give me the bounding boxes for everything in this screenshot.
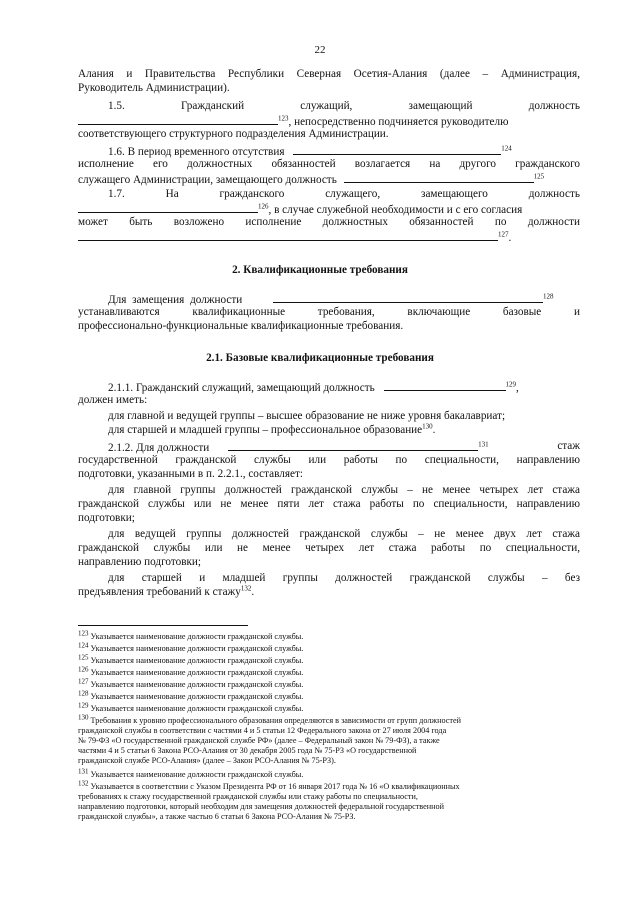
clause-1-7-line: $^{126}$, в случае служебной необходимости и с его согласия (78, 202, 580, 218)
footnote-ref[interactable]: 130 (422, 422, 433, 431)
footnote-ref[interactable]: 129 (505, 380, 517, 389)
paragraph-line: Алания и Правительства Республики Северная Осетия-Алания (далее – Администрация, (78, 68, 580, 80)
footnote-separator (78, 625, 248, 626)
section-2-line: профессионально-функциональные квалификационные требования. (78, 320, 404, 332)
paragraph-line: Руководитель Администрации). (78, 82, 230, 94)
clause-2-1-2-line: предъявления требований к стажу$^{132}$. (78, 584, 255, 598)
footnote-ref[interactable]: 124 (501, 144, 512, 153)
fill-in-blank[interactable] (293, 144, 501, 155)
fill-in-blank[interactable] (78, 202, 258, 213)
clause-1-7-line: 1.7. На гражданского служащего, замещающего должность (108, 188, 580, 200)
clause-2-1-1-line: для главной и ведущей группы – высшее образование не ниже уровня бакалавриат; (108, 410, 506, 422)
clause-2-1-2-line: направлению подготовки; (78, 556, 202, 568)
footnote-ref[interactable]: 127 (498, 230, 509, 239)
fill-in-blank[interactable] (228, 440, 478, 451)
fill-in-blank[interactable] (78, 230, 498, 241)
fill-in-blank[interactable] (344, 172, 534, 183)
clause-2-1-2-line: государственной гражданской службы или работы по специальности, направлению (78, 454, 580, 466)
footnote: $^{129}$ Указывается наименование должности гражданской службы. (78, 701, 304, 713)
clause-1-5-line: $^{123}$, непосредственно подчиняется руководителю (78, 114, 580, 130)
footnote-ref[interactable]: 131 (478, 440, 489, 449)
clause-2-1-1-line: 2.1.1. Гражданский служащий, замещающий должность $^{129}$, (108, 380, 519, 394)
clause-2-1-1-line: для старшей и младшей группы – профессиональное образование$^{130}$. (108, 422, 436, 436)
footnote: $^{124}$ Указывается наименование должности гражданской службы. (78, 641, 304, 653)
clause-2-1-2-line: гражданской службы или не менее четырех лет стажа работы по специальности, (78, 542, 580, 554)
footnote-ref[interactable]: 128 (543, 292, 554, 301)
clause-1-7-line: может быть возложено исполнение должностных обязанностей по должности (78, 216, 580, 228)
clause-2-1-2-line: 2.1.2. Для должности $^{131}$ стаж (108, 440, 580, 454)
footnote: $^{123}$ Указывается наименование должности гражданской службы. (78, 629, 304, 641)
footnote: $^{131}$ Указывается наименование должности гражданской службы. (78, 767, 304, 779)
clause-1-5-line: соответствующего структурного подразделения Администрации. (78, 128, 389, 140)
clause-2-1-2-line: подготовки; (78, 512, 135, 524)
subsection-heading: 2.1. Базовые квалификационные требования (206, 352, 434, 364)
clause-1-7-line: $^{127}$. (78, 230, 580, 246)
clause-1-6-line: служащего Администрации, замещающего должность $^{125}$ (78, 172, 545, 186)
clause-2-1-2-line: для ведущей группы должностей гражданской службы – не менее двух лет стажа (108, 528, 580, 540)
section-2-line: устанавливаются квалификационные требования, включающие базовые и (78, 306, 580, 318)
footnote-ref[interactable]: 125 (533, 172, 545, 181)
footnote-ref[interactable]: 126 (258, 202, 269, 211)
fill-in-blank[interactable] (273, 292, 543, 303)
clause-2-1-2-line: для главной группы должностей гражданской службы – не менее четырех лет стажа (108, 484, 580, 496)
footnote-ref[interactable]: 132 (240, 584, 252, 593)
footnote: $^{130}$ Требования к уровню профессионального образования определяются в зависимости от групп должностей гражданской службы в соответствии с частями 4 и 5 статьи 12 Федерального закона от 27 июля 2004 года № 79-ФЗ «О государственной гражданской службе РФ» (далее – Федеральный закон № 79-ФЗ), а также частями 4 и 5 статьи 6 Закона РСО-Алания от 30 декабря 2005 года № 75-РЗ «О государственной гражданской службе РСО-Алания» (далее – Закон РСО-Алания № 75-РЗ). (78, 713, 461, 765)
footnote: $^{126}$ Указывается наименование должности гражданской службы. (78, 665, 304, 677)
fill-in-blank[interactable] (78, 114, 278, 125)
section-2-line: Для замещения должности $^{128}$ (108, 292, 554, 306)
section-heading: 2. Квалификационные требования (232, 264, 408, 276)
clause-2-1-2-line: подготовки, указанными в п. 2.2.1., составляет: (78, 468, 303, 480)
clause-1-5-line: 1.5. Гражданский служащий, замещающий должность (108, 100, 580, 112)
clause-1-6-line: исполнение его должностных обязанностей возлагается на другого гражданского (78, 158, 580, 170)
clause-2-1-2-line: гражданской службы или не менее пяти лет стажа работы по специальности, направлению (78, 498, 580, 510)
footnote: $^{128}$ Указывается наименование должности гражданской службы. (78, 689, 304, 701)
clause-2-1-1-line: должен иметь: (78, 394, 148, 406)
footnote-ref[interactable]: 123 (278, 114, 289, 123)
page-number: 22 (314, 44, 326, 56)
fill-in-blank[interactable] (384, 380, 506, 391)
clause-2-1-2-line: для старшей и младшей группы должностей гражданской службы – без (108, 572, 580, 584)
footnote: $^{127}$ Указывается наименование должности гражданской службы. (78, 677, 304, 689)
footnote: $^{132}$ Указывается в соответствии с Указом Президента РФ от 16 января 2017 года № 16 «О квалификационных требованиях к стажу государственной гражданской службы или стажу работы по специальности, направлению подготовки, который необходим для замещения должностей федеральной государственной гражданской службы», а также частью 6 статьи 6 Закона РСО-Алания № 75-РЗ. (78, 779, 460, 821)
footnote: $^{125}$ Указывается наименование должности гражданской службы. (78, 653, 304, 665)
clause-1-6-line: 1.6. В период временного отсутствия $^{124}$ (108, 144, 512, 158)
